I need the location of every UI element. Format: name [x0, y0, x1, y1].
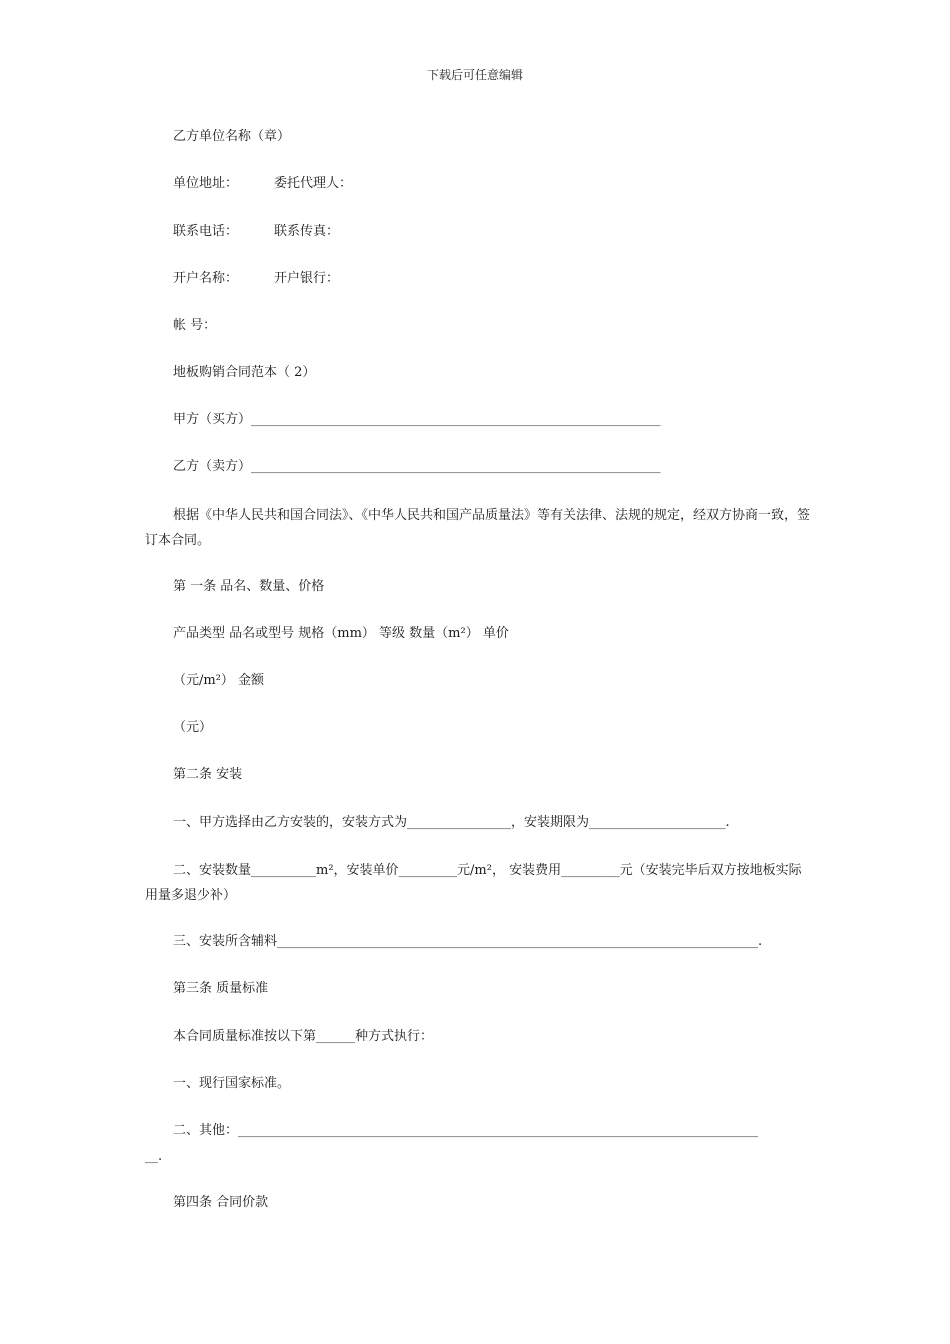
installation-materials-line: 三、安装所含辅料__________________________________________________________________________. [173, 934, 763, 949]
preamble-paragraph: 根据《中华人民共和国合同法》、《中华人民共和国产品质量法》等有关法律、法规的规定，经双方协商一致，签订本合同。 [145, 508, 811, 548]
account-name-bank-line [145, 267, 838, 291]
installation-method-line: 一、甲方选择由乙方安装的，安装方式为________________，安装期限为_____________________. [173, 815, 730, 830]
article-1-heading: 第 一条 品名、数量、价格 [173, 579, 325, 594]
quality-standard-line: 本合同质量标准按以下第______种方式执行： [173, 1029, 434, 1044]
product-table-header-cont: （元/m²） 金额 [173, 673, 265, 688]
contract-title-line: 地板购销合同范本（ 2） [173, 365, 316, 380]
agent-label: 委托代理人： [274, 176, 353, 191]
account-number-line: 帐 号： [173, 318, 217, 333]
address-label: 单位地址： [173, 176, 239, 191]
party-b-seller-line: 乙方（卖方）_______________________________________________________________ [173, 459, 661, 474]
other-standard-line: 二、其他：________________________________________________________________________________ [173, 1123, 759, 1138]
account-name-label: 开户名称： [173, 271, 239, 286]
address-agent-line [145, 172, 838, 196]
article-2-heading: 第二条 安装 [173, 767, 243, 782]
article-4-heading: 第四条 合同价款 [173, 1195, 269, 1210]
other-standard-line-cont: __. [145, 1149, 163, 1164]
phone-fax-line [145, 220, 838, 244]
product-table-header-unit: （元） [173, 720, 213, 735]
product-table-header: 产品类型 品名或型号 规格（mm） 等级 数量（m²） 单价 [173, 626, 509, 641]
page-header: 下载后可任意编辑 [426, 68, 523, 82]
phone-label: 联系电话： [173, 224, 239, 239]
party-b-name-line: 乙方单位名称（章） [173, 129, 291, 144]
bank-label: 开户银行： [274, 271, 340, 286]
party-a-buyer-line: 甲方（买方）_______________________________________________________________ [173, 412, 661, 427]
national-standard-line: 一、现行国家标准。 [173, 1076, 291, 1091]
fax-label: 联系传真： [274, 224, 340, 239]
article-3-heading: 第三条 质量标准 [173, 981, 269, 996]
installation-quantity-paragraph: 二、安装数量__________m²，安装单价_________元/m²， 安装费用_________元（安装完毕后双方按地板实际用量多退少补） [145, 863, 802, 903]
